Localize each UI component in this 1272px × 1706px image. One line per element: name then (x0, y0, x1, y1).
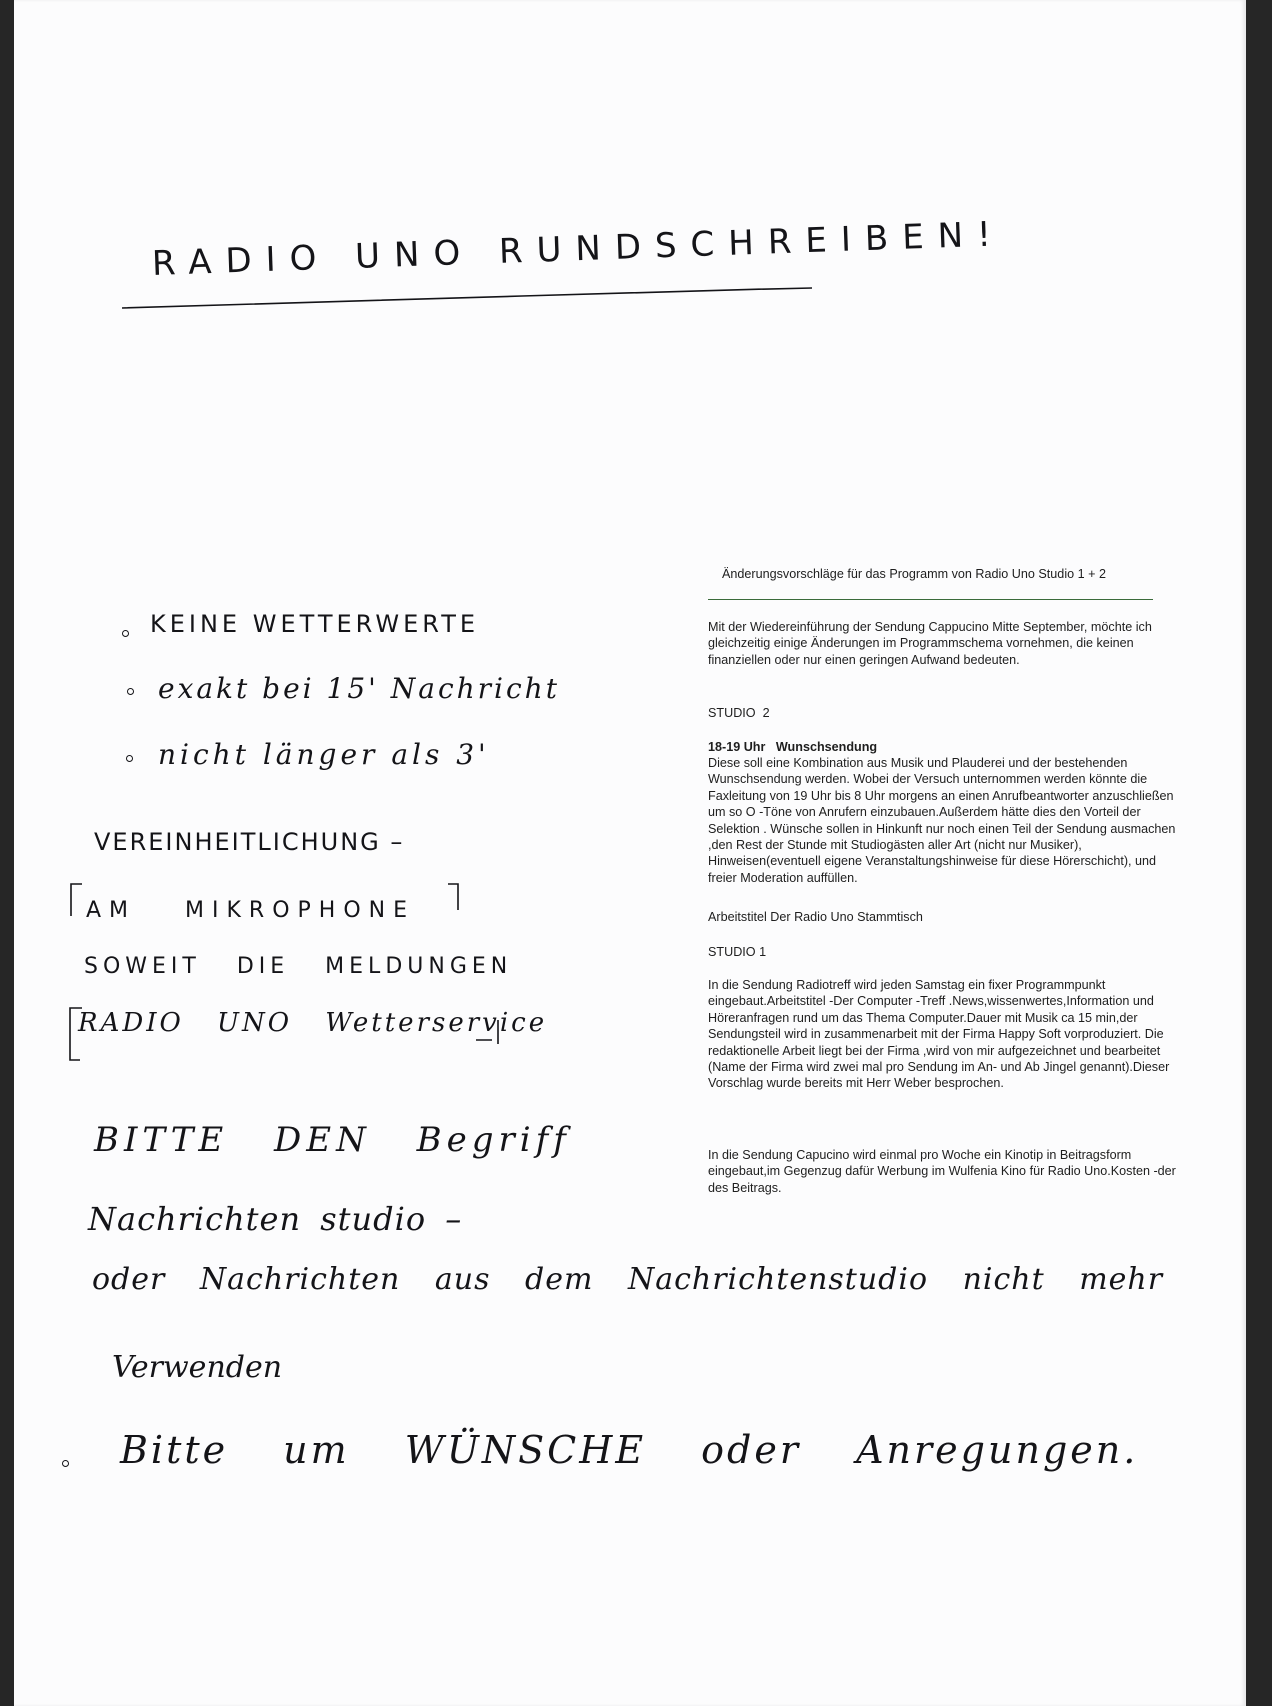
typed-wunsch-text: Diese soll eine Kombination aus Musik und Plauderei und der bestehenden Wunschsendung werden. Wobei der Versuch unternommen werden könnte die Faxleitung von 19 Uhr bis 8 Uhr morgens an einen Anrufbeantworter anzuschließen um so O -Töne von Anrufern einzubauen.Außerdem hätte dies den Vorteil der Selektion . Wünsche sollen in Hinkunft nur noch einen Teil der Sendung ausmachen ,den Rest der Stunde mit Studiogästen aller Art (nicht nur Musiker), Hinweisen(eventuell eigene Veranstaltungshinweise für diese Hörerschicht), und freier Moderation auffüllen. (708, 756, 1176, 885)
bullet-dot (126, 755, 133, 762)
handwritten-am-mikrophone: AM MIKROPHONE (86, 898, 416, 923)
bracket-right-icon (446, 882, 462, 912)
bullet-dot (62, 1460, 69, 1467)
handwritten-bitte-line-2: Nachrichten studio – (88, 1200, 463, 1238)
title-underline-stroke (122, 286, 822, 316)
handwritten-soweit: SOWEIT DIE MELDUNGEN (84, 954, 513, 979)
handwritten-title: RADIO UNO RUNDSCHREIBEN! (151, 214, 1006, 284)
typed-intro: Mit der Wiedereinführung der Sendung Cappucino Mitte September, möchte ich gleichzeitig einige Änderungen im Programmschema vornehmen, die keinen finanziellen oder nur einen geringen Aufwand bedeuten. (708, 620, 1152, 667)
bracket-right-icon (474, 1016, 504, 1046)
handwritten-vereinheitlichung: VEREINHEITLICHUNG – (94, 828, 405, 856)
typed-studio2-label: STUDIO 2 (708, 706, 770, 720)
typed-studio1-label: STUDIO 1 (708, 945, 767, 959)
handwritten-bullet-3: nicht länger als 3' (158, 738, 490, 771)
typed-wunsch-heading: 18-19 Uhr Wunschsendung (708, 740, 878, 754)
typed-capucino-text: In die Sendung Capucino wird einmal pro Woche ein Kinotip in Beitragsform eingebaut,im Gegenzug dafür Werbung im Wulfenia Kino für Radio Uno.Kosten -der des Beitrags. (708, 1148, 1176, 1195)
bracket-left-icon (68, 882, 84, 918)
handwritten-last-line: Bitte um WÜNSCHE oder Anregungen. (120, 1428, 1139, 1472)
handwritten-bitte-line-1: BITTE DEN Begriff (94, 1120, 571, 1160)
handwritten-bitte-line-3: oder Nachrichten aus dem Nachrichtenstudio nicht mehr (92, 1262, 1164, 1297)
handwritten-bitte-line-4: Verwenden (112, 1350, 283, 1385)
heading-divider (708, 599, 1153, 600)
typed-heading: Änderungsvorschläge für das Programm von Radio Uno Studio 1 + 2 (722, 567, 1106, 581)
handwritten-wetterservice: RADIO UNO Wetterservice (78, 1008, 548, 1038)
bullet-dot (122, 630, 129, 637)
document-page (14, 0, 1246, 1706)
bullet-dot (127, 688, 134, 695)
typed-arbeitstitel: Arbeitstitel Der Radio Uno Stammtisch (708, 910, 923, 924)
handwritten-bullet-2: exakt bei 15' Nachricht (158, 672, 560, 705)
typed-radiotreff-text: In die Sendung Radiotreff wird jeden Samstag ein fixer Programmpunkt eingebaut.Arbeitstitel -Der Computer -Treff .News,wissenwertes,Information und Höreranfragen rund um das Thema Computer.Dauer mit Musik ca 15 min,der Sendungsteil wird in zusammenarbeit mit der Firma Happy Soft vorproduziert. Die redaktionelle Arbeit liegt bei der Firma ,wird von mir aufgezeichnet und bearbeitet (Name der Firma wird zwei mal pro Sendung im An- und Ab Jingel genannt).Dieser Vorschlag wurde bereits mit Herr Weber besprochen. (708, 978, 1170, 1091)
handwritten-bullet-1: KEINE WETTERWERTE (150, 610, 480, 638)
